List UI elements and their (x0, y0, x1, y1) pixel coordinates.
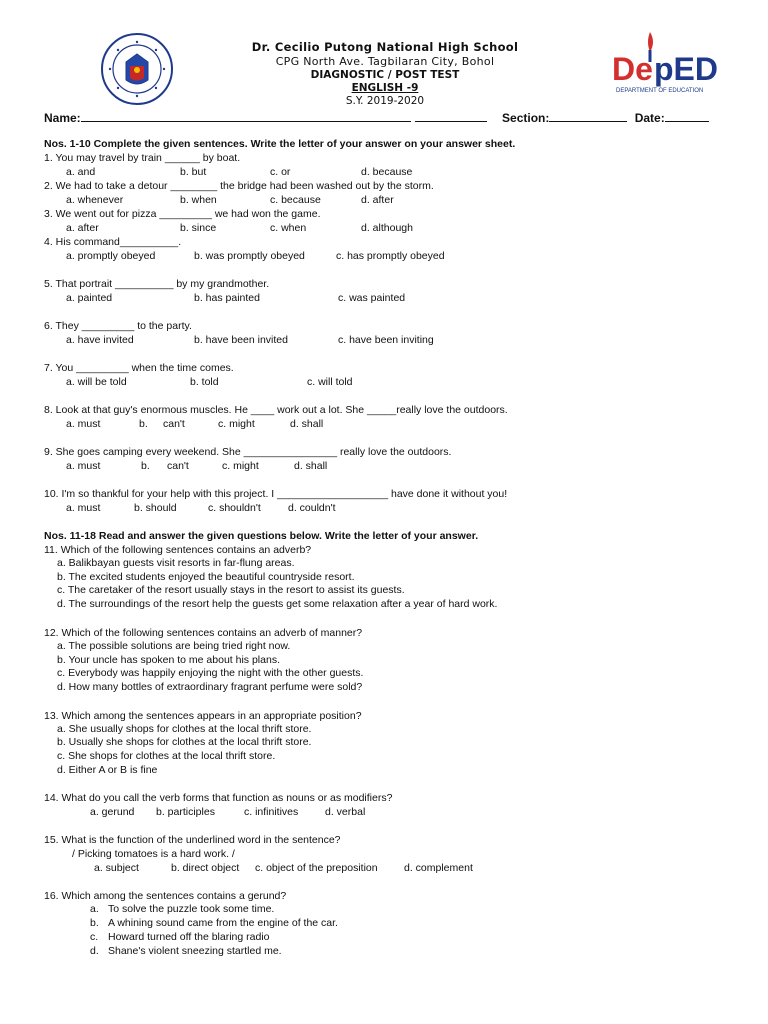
question-3-options (44, 221, 734, 235)
option: c. might (222, 460, 259, 472)
option: d. shall (290, 418, 324, 430)
question-3: 3. We went out for pizza _________ we had won the game. (44, 208, 321, 220)
option: b. Usually she shops for clothes at the local thrift store. (57, 736, 312, 749)
question-9-options (44, 459, 734, 473)
option: b. should (134, 502, 177, 514)
option: b. The excited students enjoyed the beautiful countryside resort. (57, 570, 355, 583)
svg-text:De: De (612, 51, 653, 87)
question-1: 1. You may travel by train ______ by boat. (44, 152, 241, 164)
option: b. since (180, 222, 217, 234)
option: a. must (66, 502, 101, 514)
option: a. have invited (66, 334, 134, 346)
question-10: 10. I'm so thankful for your help with this project. I ___________________ have done it without you! (44, 488, 508, 500)
option: b. Your uncle has spoken to me about his plans. (57, 653, 280, 666)
part1-instructions: Nos. 1-10 Complete the given sentences. Write the letter of your answer on your answer sheet. (44, 138, 516, 150)
option: c. shouldn't (208, 502, 261, 514)
option: a. The possible solutions are being tried right now. (57, 639, 291, 652)
question-15-options (44, 861, 734, 875)
option: b. but (180, 166, 207, 178)
option (44, 931, 734, 945)
part2-instructions: Nos. 11-18 Read and answer the given questions below. Write the letter of your answer. (44, 530, 479, 542)
name-field-extra[interactable] (415, 110, 487, 122)
option: d. although (361, 222, 413, 234)
option: a. after (66, 222, 99, 234)
svg-text:pED: pED (654, 51, 718, 87)
question-11: 11. Which of the following sentences contains an adverb? (44, 544, 312, 556)
option: c. infinitives (244, 806, 299, 819)
option: d. Either A or B is fine (57, 763, 158, 776)
option: c. object of the preposition (255, 862, 378, 875)
question-15: 15. What is the function of the underlined word in the sentence? (44, 834, 341, 847)
question-13: 13. Which among the sentences appears in an appropriate position? (44, 709, 362, 722)
option: a. must (66, 418, 101, 430)
svg-text:DEPARTMENT OF EDUCATION: DEPARTMENT OF EDUCATION (616, 88, 704, 94)
option: a. whenever (66, 194, 124, 206)
option: b. (141, 460, 150, 472)
option-letter: d. (90, 944, 99, 957)
option: c. when (270, 222, 307, 234)
option: c. might (218, 418, 255, 430)
option: a. subject (94, 862, 139, 875)
option: d. verbal (325, 806, 366, 819)
deped-logo (610, 28, 720, 100)
question-8-options (44, 417, 734, 431)
option: d. because (361, 166, 413, 178)
subject-title: ENGLISH -9 (351, 82, 419, 94)
date-label: Date: (634, 111, 665, 125)
question-8: 8. Look at that guy's enormous muscles. He ____ work out a lot. She _____really love the outdoors. (44, 404, 508, 416)
option: d. shall (294, 460, 328, 472)
name-label: Name: (44, 111, 81, 125)
school-address: CPG North Ave. Tagbilaran City, Bohol (275, 55, 495, 68)
option-letter: c. (90, 930, 99, 943)
option: d. How many bottles of extraordinary fragrant perfume were sold? (57, 680, 363, 693)
option: c. was painted (338, 292, 406, 304)
option: b. (139, 418, 148, 430)
date-field[interactable] (665, 110, 709, 122)
option-text: Shane's violent sneezing startled me. (108, 944, 282, 957)
option: b. told (190, 376, 219, 388)
option-text: A whining sound came from the engine of the car. (108, 917, 338, 930)
question-15-sentence: / Picking tomatoes is a hard work. / (72, 848, 235, 861)
question-2-options (44, 193, 734, 207)
question-9: 9. She goes camping every weekend. She ________________ really love the outdoors. (44, 446, 452, 458)
question-4: 4. His command__________. (44, 236, 182, 248)
option: a. must (66, 460, 101, 472)
option: c. She shops for clothes at the local thrift store. (57, 750, 276, 763)
section-field[interactable] (549, 110, 627, 122)
test-content (44, 137, 734, 958)
option: c. Everybody was happily enjoying the night with the other guests. (57, 667, 364, 680)
option (44, 903, 734, 917)
option: d. The surroundings of the resort help the guests get some relaxation after a year of hard work. (57, 598, 498, 611)
option: can't (167, 460, 189, 472)
question-1-options (44, 165, 734, 179)
test-title: DIAGNOSTIC / POST TEST (310, 69, 460, 81)
question-6-options (44, 333, 734, 347)
option: d. after (361, 194, 394, 206)
option: a. She usually shops for clothes at the local thrift store. (57, 722, 312, 735)
question-2: 2. We had to take a detour ________ the bridge had been washed out by the storm. (44, 180, 434, 192)
student-info-line (44, 110, 734, 125)
option-text: To solve the puzzle took some time. (108, 903, 275, 916)
option: a. promptly obeyed (66, 250, 156, 262)
option: c. have been inviting (338, 334, 434, 346)
option: a. and (66, 166, 96, 178)
question-7-options (44, 375, 734, 389)
option: c. The caretaker of the resort usually stays in the resort to assist its guests. (57, 584, 405, 597)
school-name: Dr. Cecilio Putong National High School (251, 40, 519, 54)
option: b. have been invited (194, 334, 288, 346)
option (44, 917, 734, 931)
question-7: 7. You _________ when the time comes. (44, 362, 234, 374)
option: d. couldn't (288, 502, 336, 514)
name-field[interactable] (81, 110, 411, 122)
section-label: Section: (502, 111, 550, 125)
option: c. has promptly obeyed (336, 250, 445, 262)
question-4-options (44, 249, 734, 263)
option-letter: b. (90, 917, 99, 930)
option: b. participles (156, 806, 215, 819)
question-10-options (44, 501, 734, 515)
option-letter: a. (90, 903, 99, 916)
deped-seal-logo (100, 32, 174, 106)
option: a. will be told (66, 376, 127, 388)
question-14-options (44, 805, 734, 819)
option: d. complement (404, 862, 473, 875)
option: b. was promptly obeyed (194, 250, 305, 262)
option: c. will told (307, 376, 353, 388)
question-6: 6. They _________ to the party. (44, 320, 192, 332)
question-5: 5. That portrait __________ by my grandmother. (44, 278, 270, 290)
question-5-options (44, 291, 734, 305)
school-header (200, 40, 570, 108)
option: a. gerund (90, 806, 135, 819)
option: a. Balikbayan guests visit resorts in far-flung areas. (57, 557, 295, 569)
option: b. direct object (171, 862, 240, 875)
option: b. has painted (194, 292, 260, 304)
option: c. or (270, 166, 291, 178)
question-12: 12. Which of the following sentences contains an adverb of manner? (44, 626, 363, 639)
option (44, 945, 734, 959)
question-14: 14. What do you call the verb forms that function as nouns or as modifiers? (44, 792, 393, 805)
option: b. when (180, 194, 217, 206)
option-text: Howard turned off the blaring radio (108, 930, 270, 943)
option: can't (163, 418, 185, 430)
option: a. painted (66, 292, 113, 304)
option: c. because (270, 194, 321, 206)
question-16: 16. Which among the sentences contains a gerund? (44, 890, 287, 903)
school-year: S.Y. 2019-2020 (345, 95, 425, 107)
